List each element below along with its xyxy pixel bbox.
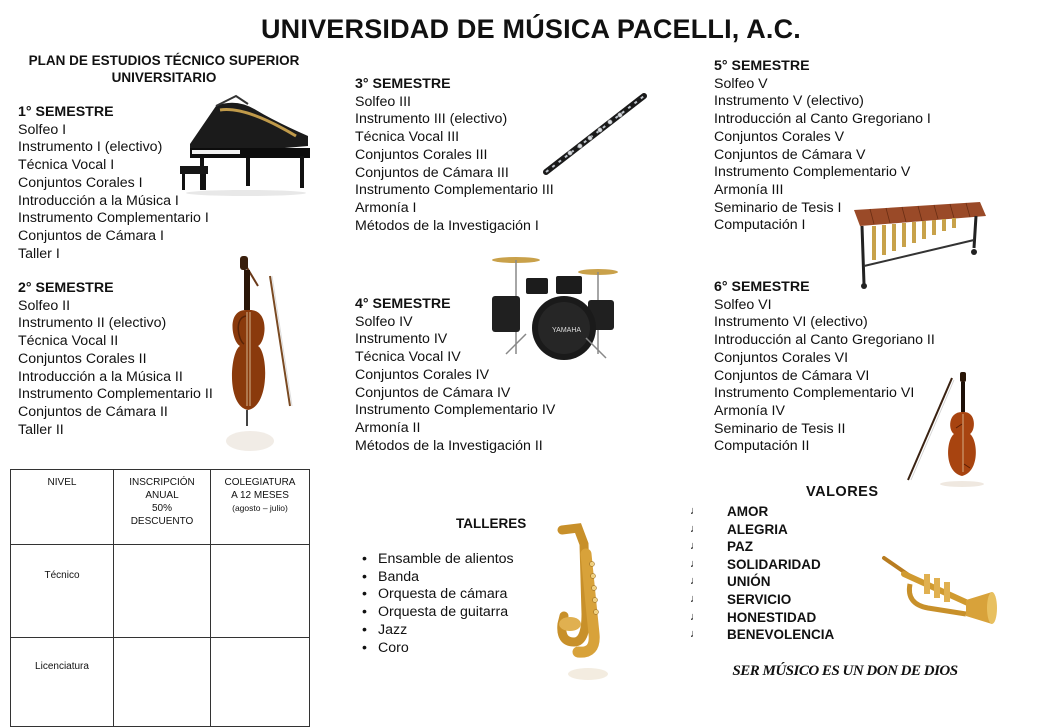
table-header-row xyxy=(11,470,310,545)
talleres-list xyxy=(362,551,514,657)
fees-table xyxy=(10,469,310,727)
semester-heading: 1° SEMESTRE xyxy=(18,104,114,120)
list-item xyxy=(690,573,834,591)
table-row xyxy=(11,638,310,727)
course-item: Solfeo I xyxy=(18,121,67,138)
list-item: • Orquesta de cámara xyxy=(362,586,514,604)
list-item xyxy=(690,556,834,574)
course-item: Instrumento II (electivo) xyxy=(18,315,167,332)
semester-1 xyxy=(18,104,209,263)
list-item: • Coro xyxy=(362,640,514,658)
cello-icon xyxy=(228,256,308,456)
course-item: Métodos de la Investigación II xyxy=(355,437,543,454)
row-colegiatura xyxy=(211,638,310,727)
course-item: Instrumento IV xyxy=(355,331,448,348)
header-line: INSCRIPCIÓN xyxy=(129,477,195,488)
course-item: Conjuntos Corales I xyxy=(18,174,143,191)
course-item: Introducción a la Música II xyxy=(18,368,183,385)
course-item: Solfeo IV xyxy=(355,313,413,330)
list-item xyxy=(690,521,834,539)
value-label: SERVICIO xyxy=(727,591,792,607)
header-line: COLEGIATURA xyxy=(224,477,296,488)
svg-text:YAMAHA: YAMAHA xyxy=(552,327,582,334)
course-item: Instrumento VI (electivo) xyxy=(714,314,868,331)
course-item: Métodos de la Investigación I xyxy=(355,217,539,234)
course-item: Instrumento Complementario II xyxy=(18,386,213,403)
value-label: UNIÓN xyxy=(727,574,771,590)
header-colegiatura xyxy=(211,470,310,545)
list-item xyxy=(690,591,834,609)
valores-heading: VALORES xyxy=(806,484,879,500)
value-label: SOLIDARIDAD xyxy=(727,556,821,572)
music-note-icon: ♩ xyxy=(690,610,701,623)
course-item: Conjuntos de Cámara IV xyxy=(355,384,511,401)
course-item: Instrumento I (electivo) xyxy=(18,139,163,156)
music-note-icon: ♩ xyxy=(690,505,701,517)
value-label: HONESTIDAD xyxy=(727,609,817,625)
value-label: ALEGRIA xyxy=(727,521,788,537)
course-item: Computación II xyxy=(714,438,810,455)
course-item: Conjuntos Corales IV xyxy=(355,366,490,383)
semester-heading: 3° SEMESTRE xyxy=(355,76,451,92)
list-item xyxy=(690,626,834,644)
header-inscripcion xyxy=(114,470,211,545)
valores-list xyxy=(690,503,834,644)
trumpet-icon xyxy=(880,552,1000,642)
course-item: Introducción a la Música I xyxy=(18,192,179,209)
list-item xyxy=(690,609,834,627)
course-item: Introducción al Canto Gregoriano II xyxy=(714,332,935,349)
course-item: Conjuntos Corales VI xyxy=(714,349,849,366)
course-item: Solfeo III xyxy=(355,93,411,110)
list-item xyxy=(690,503,834,521)
course-item: Instrumento Complementario VI xyxy=(714,385,915,402)
course-item: Seminario de Tesis I xyxy=(714,199,842,216)
course-item: Armonía I xyxy=(355,199,417,216)
course-item: Instrumento III (electivo) xyxy=(355,111,508,128)
value-label: BENEVOLENCIA xyxy=(727,627,835,643)
list-item: • Ensamble de alientos xyxy=(362,551,514,569)
page-title: UNIVERSIDAD DE MÚSICA PACELLI, A.C. xyxy=(260,14,802,44)
course-item: Conjuntos de Cámara VI xyxy=(714,367,870,384)
motto: SER MÚSICO ES UN DON DE DIOS xyxy=(732,663,958,679)
row-level: Técnico xyxy=(11,545,114,638)
course-item: Conjuntos de Cámara I xyxy=(18,227,164,244)
course-item: Seminario de Tesis II xyxy=(714,420,846,437)
course-item: Armonía IV xyxy=(714,402,785,419)
semester-heading: 4° SEMESTRE xyxy=(355,296,451,312)
course-item: Conjuntos Corales II xyxy=(18,350,147,367)
course-item: Taller II xyxy=(18,421,64,438)
course-item: Técnica Vocal II xyxy=(18,333,119,350)
value-label: PAZ xyxy=(727,539,753,555)
plan-title: PLAN DE ESTUDIOS TÉCNICO SUPERIOR UNIVERSITARIO xyxy=(28,53,300,85)
row-inscripcion xyxy=(114,638,211,727)
table-row xyxy=(11,545,310,638)
talleres-heading: TALLERES xyxy=(456,516,527,531)
semester-heading: 2° SEMESTRE xyxy=(18,280,114,296)
music-note-icon: ♩ xyxy=(690,628,701,641)
course-item: Introducción al Canto Gregoriano I xyxy=(714,111,931,128)
music-note-icon: ♩ xyxy=(690,557,701,570)
course-item: Conjuntos Corales III xyxy=(355,146,488,163)
course-item: Solfeo V xyxy=(714,75,768,92)
header-line: A 12 MESES xyxy=(231,490,289,501)
course-item: Conjuntos Corales V xyxy=(714,128,845,145)
course-item: Taller I xyxy=(18,245,60,262)
course-item: Conjuntos de Cámara III xyxy=(355,164,509,181)
music-note-icon: ♩ xyxy=(690,540,701,553)
flute-icon xyxy=(540,90,650,180)
row-colegiatura xyxy=(211,545,310,638)
list-item: • Jazz xyxy=(362,622,514,640)
value-label: AMOR xyxy=(727,504,769,519)
course-item: Instrumento V (electivo) xyxy=(714,93,864,110)
header-nivel xyxy=(11,470,114,545)
course-item: Instrumento Complementario I xyxy=(18,210,209,227)
course-item: Técnica Vocal IV xyxy=(355,349,461,366)
header-line: NIVEL xyxy=(47,477,77,488)
header-line: DESCUENTO xyxy=(130,516,194,527)
semester-3 xyxy=(355,76,554,235)
course-item: Técnica Vocal I xyxy=(18,157,115,174)
course-item: Conjuntos de Cámara II xyxy=(18,403,168,420)
course-item: Computación I xyxy=(714,217,806,234)
saxophone-icon xyxy=(552,524,622,684)
semester-heading: 5° SEMESTRE xyxy=(714,58,810,74)
header-line: (agosto – julio) xyxy=(232,503,288,513)
course-item: Instrumento Complementario IV xyxy=(355,402,556,419)
header-line: ANUAL xyxy=(145,490,179,501)
semester-2 xyxy=(18,280,213,439)
course-item: Instrumento Complementario III xyxy=(355,182,554,199)
course-item: Técnica Vocal III xyxy=(355,129,460,146)
semester-4 xyxy=(355,296,555,455)
list-item xyxy=(690,538,834,556)
music-note-icon: ♩ xyxy=(690,575,701,588)
course-item: Armonía III xyxy=(714,181,784,198)
music-note-icon: ♩ xyxy=(690,522,701,535)
header-line: 50% xyxy=(151,503,172,514)
course-item: Solfeo II xyxy=(18,297,71,314)
course-item: Instrumento Complementario V xyxy=(714,164,911,181)
music-note-icon: ♩ xyxy=(690,592,701,605)
course-item: Conjuntos de Cámara V xyxy=(714,146,866,163)
semester-heading: 6° SEMESTRE xyxy=(714,279,810,295)
row-inscripcion xyxy=(114,545,211,638)
row-level: Licenciatura xyxy=(11,638,114,727)
semester-5 xyxy=(714,58,931,235)
semester-6 xyxy=(714,279,935,456)
course-item: Solfeo VI xyxy=(714,296,772,313)
course-item: Armonía II xyxy=(355,419,421,436)
list-item: • Orquesta de guitarra xyxy=(362,604,514,622)
list-item: • Banda xyxy=(362,569,514,587)
